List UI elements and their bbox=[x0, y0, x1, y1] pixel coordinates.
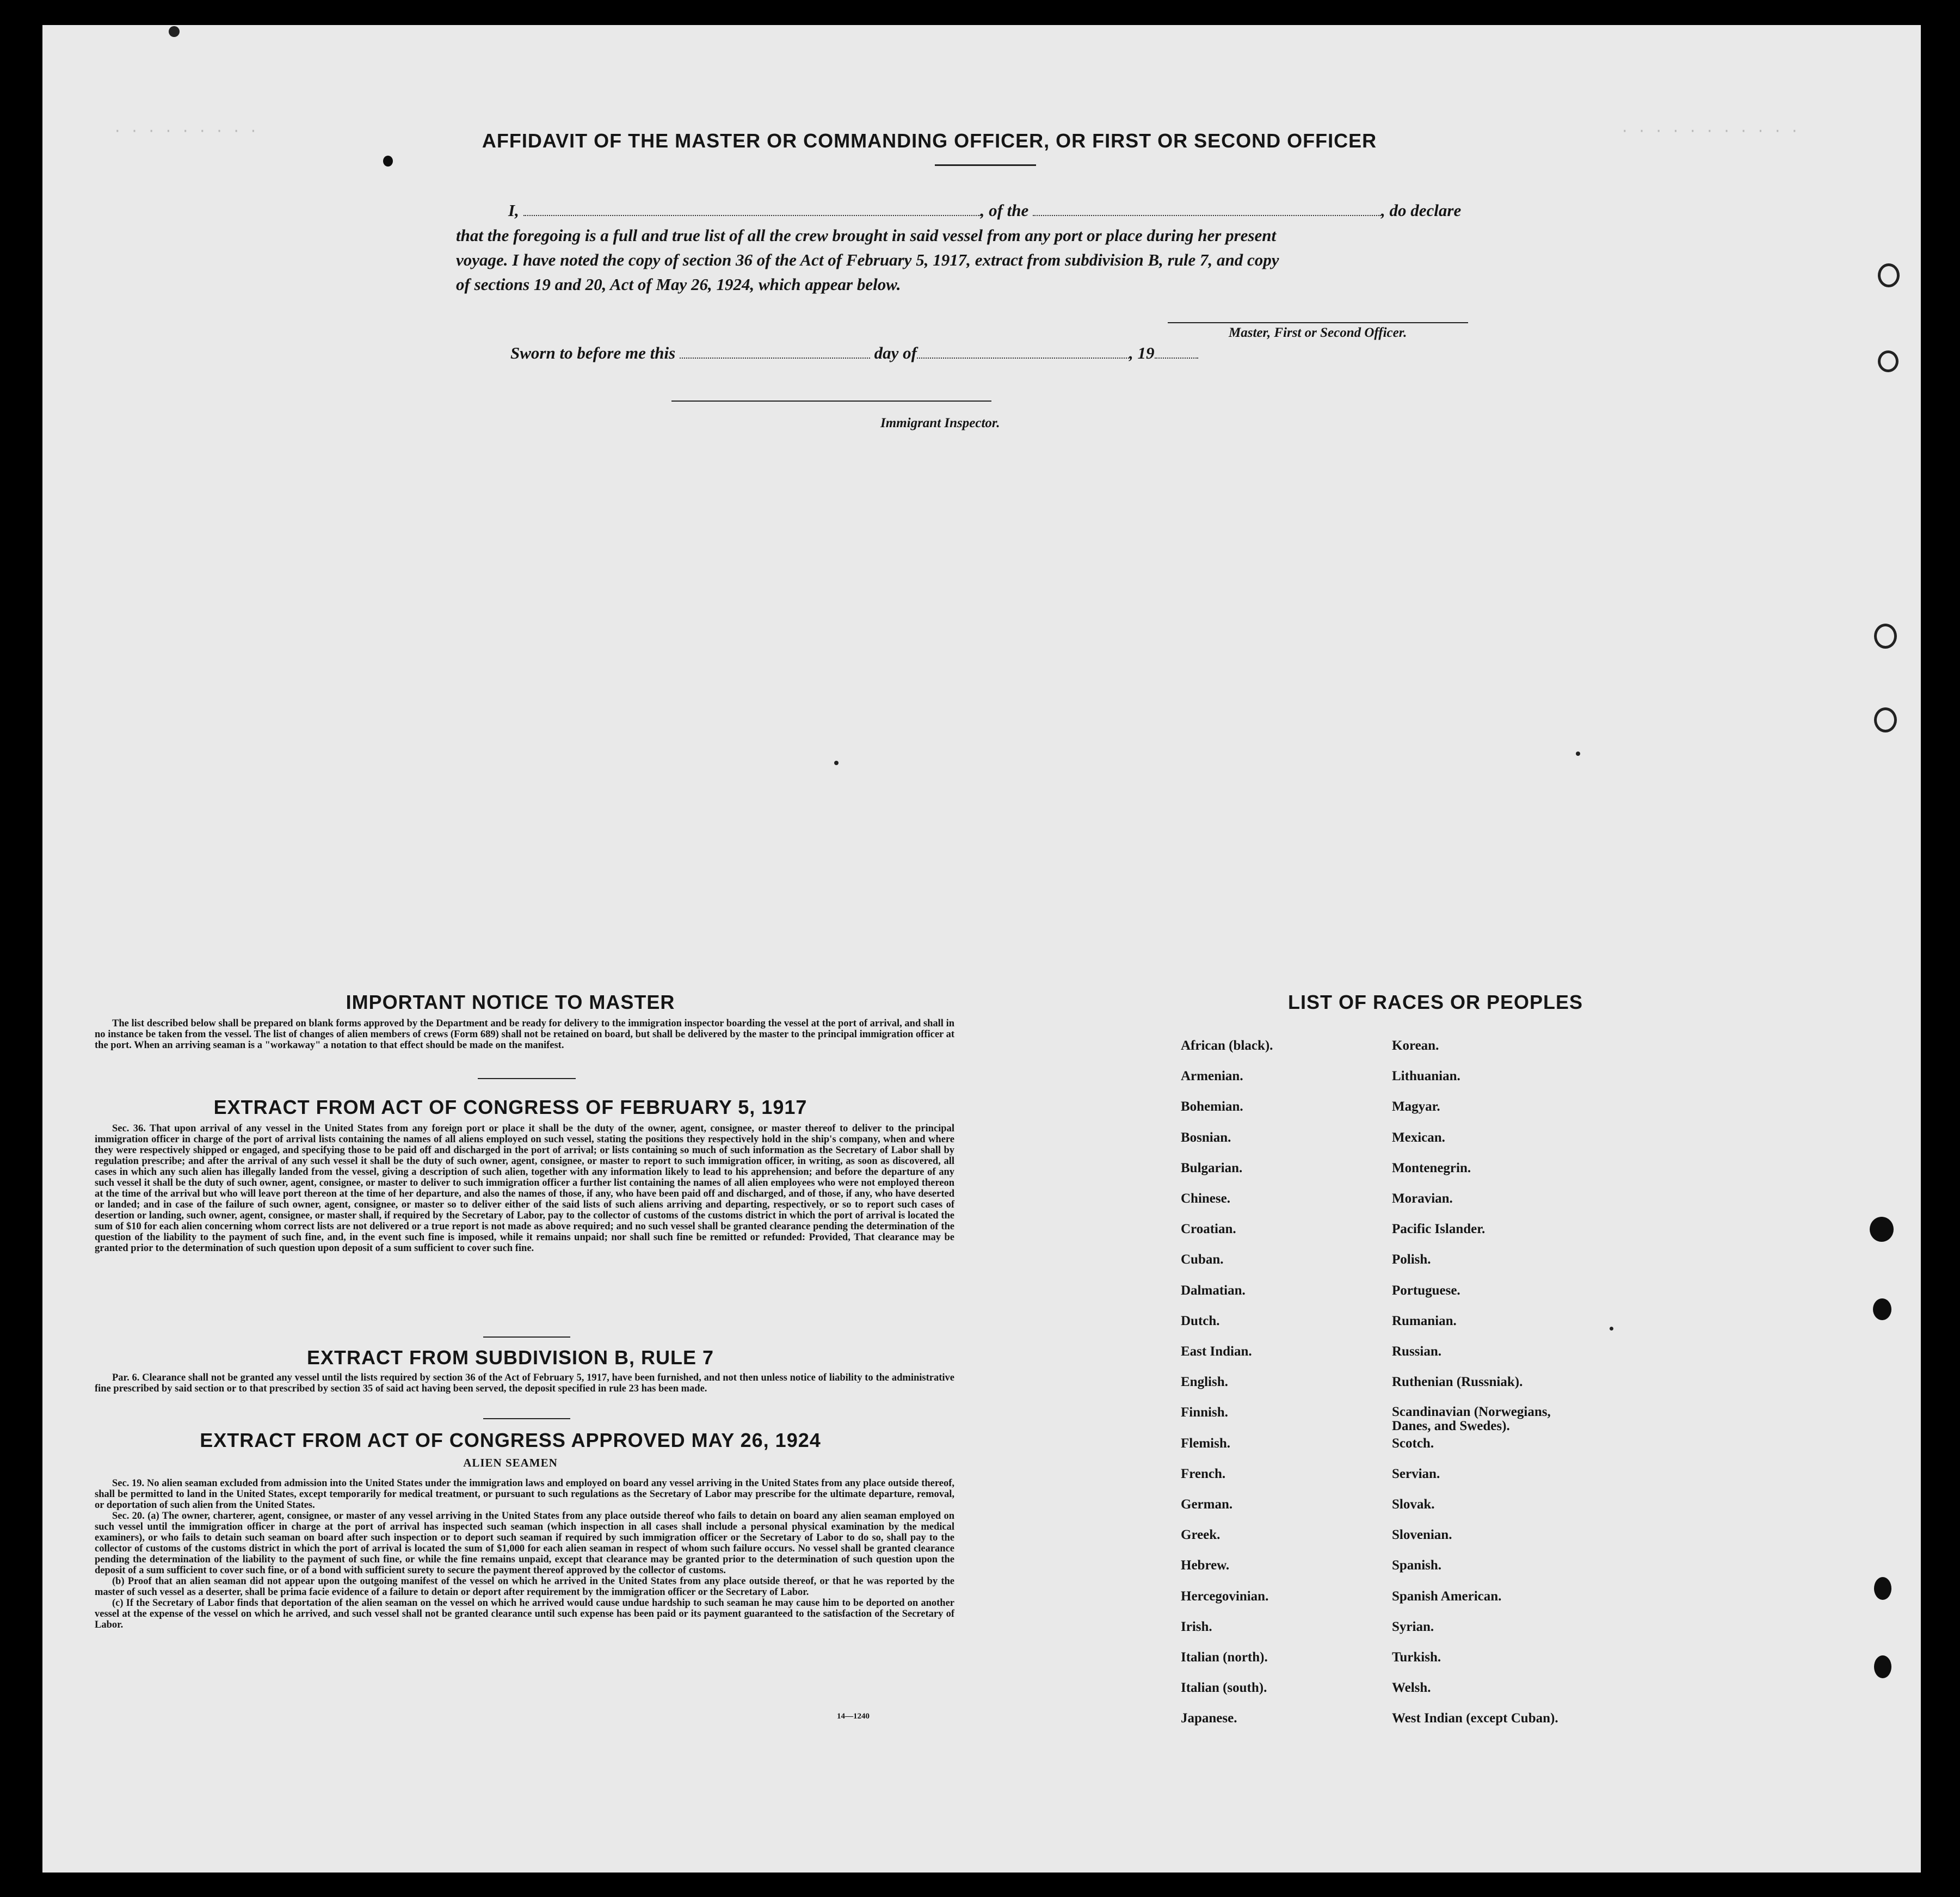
binder-hole bbox=[1878, 350, 1899, 372]
bleed-through-mark: · · · · · · · · · · · bbox=[1620, 123, 1799, 139]
race-item: Syrian. bbox=[1392, 1619, 1434, 1634]
race-item: Irish. bbox=[1181, 1619, 1212, 1634]
sworn-day-of-label: day of bbox=[874, 343, 917, 362]
affidavit-line-2: that the foregoing is a full and true list of all the crew brought in said vessel from any port or place during her present bbox=[456, 226, 1277, 245]
sec-19-paragraph: Sec. 19. No alien seaman excluded from admission into the United States under the immigration laws and employed on board any vessel arriving in the United States from any place outside thereof, shall be permitted to land in the United States, except temporarily for medical treatment, or pursuant to such regulations as the Secretary of Labor may prescribe for the ultimate departure, removal, or deportation of such alien from the United States. bbox=[95, 1478, 954, 1511]
affidavit-title: AFFIDAVIT OF THE MASTER OR COMMANDING OFFICER, OR FIRST OR SECOND OFFICER bbox=[482, 130, 1377, 152]
extract-1917-title: EXTRACT FROM ACT OF CONGRESS OF FEBRUARY 5, 1917 bbox=[213, 1096, 808, 1118]
notice-divider bbox=[478, 1078, 576, 1079]
master-signature-line[interactable] bbox=[1168, 322, 1468, 323]
ink-speck bbox=[169, 26, 180, 37]
race-item: Polish. bbox=[1392, 1252, 1431, 1267]
race-item: Spanish American. bbox=[1392, 1588, 1502, 1604]
race-item: Dutch. bbox=[1181, 1313, 1220, 1328]
race-item: Magyar. bbox=[1392, 1099, 1440, 1114]
notice-body bbox=[95, 1018, 954, 1051]
inspector-signature-label: Immigrant Inspector. bbox=[880, 416, 1000, 430]
race-item: Cuban. bbox=[1181, 1252, 1224, 1267]
race-item: Bulgarian. bbox=[1181, 1160, 1243, 1175]
race-item: English. bbox=[1181, 1375, 1228, 1390]
sworn-line bbox=[510, 341, 1198, 365]
master-name-field[interactable] bbox=[523, 215, 981, 216]
bleed-through-mark: · · · · · · · · · bbox=[113, 123, 258, 139]
sworn-year-field[interactable] bbox=[1155, 358, 1198, 359]
binder-hole bbox=[1874, 1655, 1891, 1678]
affidavit-of-the-label: , of the bbox=[980, 201, 1029, 220]
title-divider bbox=[935, 164, 1036, 166]
rule-7-divider bbox=[483, 1418, 570, 1419]
ink-speck bbox=[1576, 752, 1580, 756]
race-item: Slovak. bbox=[1392, 1497, 1435, 1512]
race-item: Russian. bbox=[1392, 1344, 1442, 1359]
extract-1917-divider bbox=[483, 1336, 570, 1338]
race-item: Scandinavian (Norwegians, Danes, and Swedes). bbox=[1392, 1405, 1551, 1434]
race-item: Italian (north). bbox=[1181, 1650, 1268, 1665]
races-title: LIST OF RACES OR PEOPLES bbox=[1287, 991, 1583, 1013]
affidavit-i-label: I, bbox=[508, 201, 519, 220]
affidavit-line-3: voyage. I have noted the copy of section 36 of the Act of February 5, 1917, extract from subdivision B, rule 7, and copy bbox=[456, 250, 1279, 269]
race-item: Hebrew. bbox=[1181, 1558, 1230, 1573]
race-item: Servian. bbox=[1392, 1466, 1440, 1481]
race-item: Portuguese. bbox=[1392, 1283, 1460, 1298]
race-item: Croatian. bbox=[1181, 1222, 1236, 1237]
sec-20a-paragraph: Sec. 20. (a) The owner, charterer, agent, consignee, or master of any vessel arriving in the United States from any place outside thereof who fails to detain on board any alien seaman employed on such vessel until the immigration officer in charge at the port of arrival has inspected such seaman (which inspection in all cases shall include a personal physical examination by the medical examiners), or who fails to detain such seaman on board after such inspection or to deport such seaman if required by such immigration officer or the Secretary of Labor to do so, shall pay to the collector of customs of the customs district in which the port of arrival is located the sum of $1,000 for each alien seaman in respect of whom such failure occurs. No vessel shall be granted clearance pending the determination of the liability to the payment of such fine, or while the fine remains unpaid, except that clearance may be granted prior to the determination of such question upon the deposit of a sum sufficient to cover such fine, or of a bond with sufficient surety to secure the payment thereof approved by the collector of customs. bbox=[95, 1511, 954, 1576]
race-item: Bohemian. bbox=[1181, 1099, 1243, 1114]
race-item: Hercegovinian. bbox=[1181, 1588, 1269, 1604]
race-item: Flemish. bbox=[1181, 1436, 1230, 1451]
race-item: Ruthenian (Russniak). bbox=[1392, 1375, 1523, 1390]
sworn-month-field[interactable] bbox=[917, 358, 1129, 359]
race-item: African (black). bbox=[1181, 1038, 1273, 1053]
notice-paragraph: The list described below shall be prepared on blank forms approved by the Department and be ready for delivery to the immigration inspector boarding the vessel at the port of arrival, and shall in no instance be taken from the vessel. The list of changes of alien members of crews (Form 689) shall not be retained on board, but shall be delivered by the master to the principal immigration officer at the port. When an arriving seaman is a "workaway" a notation to that effect should be made on the manifest. bbox=[95, 1018, 954, 1051]
race-item: West Indian (except Cuban). bbox=[1392, 1711, 1558, 1726]
affidavit-line-1 bbox=[508, 198, 1558, 223]
ink-speck bbox=[1610, 1327, 1613, 1331]
race-item: East Indian. bbox=[1181, 1344, 1252, 1359]
binder-hole bbox=[1873, 1298, 1891, 1320]
race-item: Bosnian. bbox=[1181, 1130, 1231, 1145]
race-item: Japanese. bbox=[1181, 1711, 1237, 1726]
race-item: Turkish. bbox=[1392, 1650, 1441, 1665]
race-item: Spanish. bbox=[1392, 1558, 1442, 1573]
inspector-signature-line[interactable] bbox=[671, 401, 991, 402]
race-item: Mexican. bbox=[1392, 1130, 1445, 1145]
extract-1917-body bbox=[95, 1123, 954, 1254]
race-item: Armenian. bbox=[1181, 1069, 1243, 1084]
sworn-year-label: , 19 bbox=[1129, 343, 1155, 362]
race-item: French. bbox=[1181, 1466, 1226, 1481]
race-item: Pacific Islander. bbox=[1392, 1222, 1486, 1237]
punch-mark bbox=[383, 156, 393, 167]
race-item: Montenegrin. bbox=[1392, 1160, 1471, 1175]
race-item: Chinese. bbox=[1181, 1191, 1230, 1206]
sec-36-paragraph: Sec. 36. That upon arrival of any vessel in the United States from any foreign port or place it shall be the duty of the owner, agent, consignee, or master thereof to deliver to the principal immigration officer in charge of the port of arrival lists containing the names of all aliens employed on such vessel, stating the positions they respectively hold in the ship's company, when and where they were respectively shipped or engaged, and specifying those to be paid off and discharged in the port of arrival; or lists containing so much of such information as the Secretary of Labor shall by regulation prescribe; and after the arrival of any such vessel it shall be the duty of such owner, agent, consignee, or master to report to such immigration officer, in writing, as soon as discovered, all cases in which any such alien has illegally landed from the vessel, giving a description of such alien, together with any information likely to lead to his apprehension; and before the departure of any such vessel it shall be the duty of such owner, agent, consignee, or master to deliver to such immigration officer a further list containing the names of all alien employees who were not employed thereon at the time of the arrival but who will leave port thereon at the time of her departure, and also the names of those, if any, who have been paid off and discharged, and of those, if any, who have deserted or landed; and in case of the failure of such owner, agent, consignee, or master so to deliver either of the said lists of such aliens arriving and departing, respectively, or so to report such cases of desertion or landing, such owner, agent, consignee, or master shall, if required by the Secretary of Labor, pay to the collector of customs of the customs district in which the port of arrival is located the sum of $10 for each alien concerning whom correct lists are not delivered or a true report is not made as above required; and no such vessel shall be granted clearance pending the determination of the question of the liability to the payment of such fine, and, in the event such fine is imposed, while it remains unpaid; nor shall such fine be remitted or refunded: Provided, That clearance may be granted prior to the determination of such question upon deposit of a sum sufficient to cover such fine. bbox=[95, 1123, 954, 1254]
race-item: Slovenian. bbox=[1392, 1528, 1452, 1543]
extract-1924-body bbox=[95, 1478, 954, 1630]
race-item: Rumanian. bbox=[1392, 1313, 1457, 1328]
binder-hole bbox=[1870, 1217, 1894, 1242]
sec-20c-paragraph: (c) If the Secretary of Labor finds that deportation of the alien seaman on the vessel on which he arrived would cause undue hardship to such seaman he may cause him to be deported on another vessel at the expense of the vessel on which he arrived, and such vessel shall not be granted clearance until such expense has been paid or its payment guaranteed to the satisfaction of the Secretary of Labor. bbox=[95, 1598, 954, 1630]
sworn-label: Sworn to before me this bbox=[510, 343, 676, 362]
sec-20b-paragraph: (b) Proof that an alien seaman did not appear upon the outgoing manifest of the vessel on which he arrived in the United States from any place outside thereof, or that he was reported by the master of such vessel as a deserter, shall be prima facie evidence of a failure to detain or deport after requirement by the immigration officer or the Secretary of Labor. bbox=[95, 1576, 954, 1598]
race-item: Scotch. bbox=[1392, 1436, 1434, 1451]
extract-1924-title: EXTRACT FROM ACT OF CONGRESS APPROVED MAY 26, 1924 bbox=[200, 1429, 821, 1451]
race-item: Lithuanian. bbox=[1392, 1069, 1460, 1084]
race-item: Greek. bbox=[1181, 1528, 1221, 1543]
notice-title: IMPORTANT NOTICE TO MASTER bbox=[346, 991, 675, 1013]
binder-hole bbox=[1874, 707, 1897, 732]
race-item: Korean. bbox=[1392, 1038, 1439, 1053]
par-6-paragraph: Par. 6. Clearance shall not be granted any vessel until the lists required by section 36 of the Act of February 5, 1917, have been furnished, and not then unless notice of liability to the administrative fine prescribed by said section or to that prescribed by section 35 of said act having been served, the deposit specified in rule 23 has been made. bbox=[95, 1372, 954, 1394]
binder-hole bbox=[1874, 1577, 1891, 1600]
affidavit-line-4: of sections 19 and 20, Act of May 26, 1924, which appear below. bbox=[456, 275, 901, 294]
rule-7-title: EXTRACT FROM SUBDIVISION B, RULE 7 bbox=[306, 1346, 714, 1369]
race-item: Welsh. bbox=[1392, 1680, 1431, 1696]
race-item: German. bbox=[1181, 1497, 1233, 1512]
race-item: Moravian. bbox=[1392, 1191, 1453, 1206]
alien-seamen-subtitle: ALIEN SEAMEN bbox=[463, 1456, 558, 1469]
ink-speck bbox=[834, 761, 839, 765]
master-signature-label: Master, First or Second Officer. bbox=[1229, 325, 1407, 340]
sworn-day-field[interactable] bbox=[680, 358, 870, 359]
race-item: Italian (south). bbox=[1181, 1680, 1267, 1696]
binder-hole bbox=[1878, 263, 1900, 287]
race-item: Finnish. bbox=[1181, 1405, 1228, 1420]
vessel-name-field[interactable] bbox=[1033, 215, 1381, 216]
binder-hole bbox=[1874, 624, 1897, 649]
affidavit-declare-label: , do declare bbox=[1381, 201, 1462, 220]
rule-7-body bbox=[95, 1372, 954, 1394]
document-page bbox=[42, 25, 1921, 1873]
form-number: 14—1240 bbox=[837, 1712, 870, 1721]
race-item: Dalmatian. bbox=[1181, 1283, 1246, 1298]
